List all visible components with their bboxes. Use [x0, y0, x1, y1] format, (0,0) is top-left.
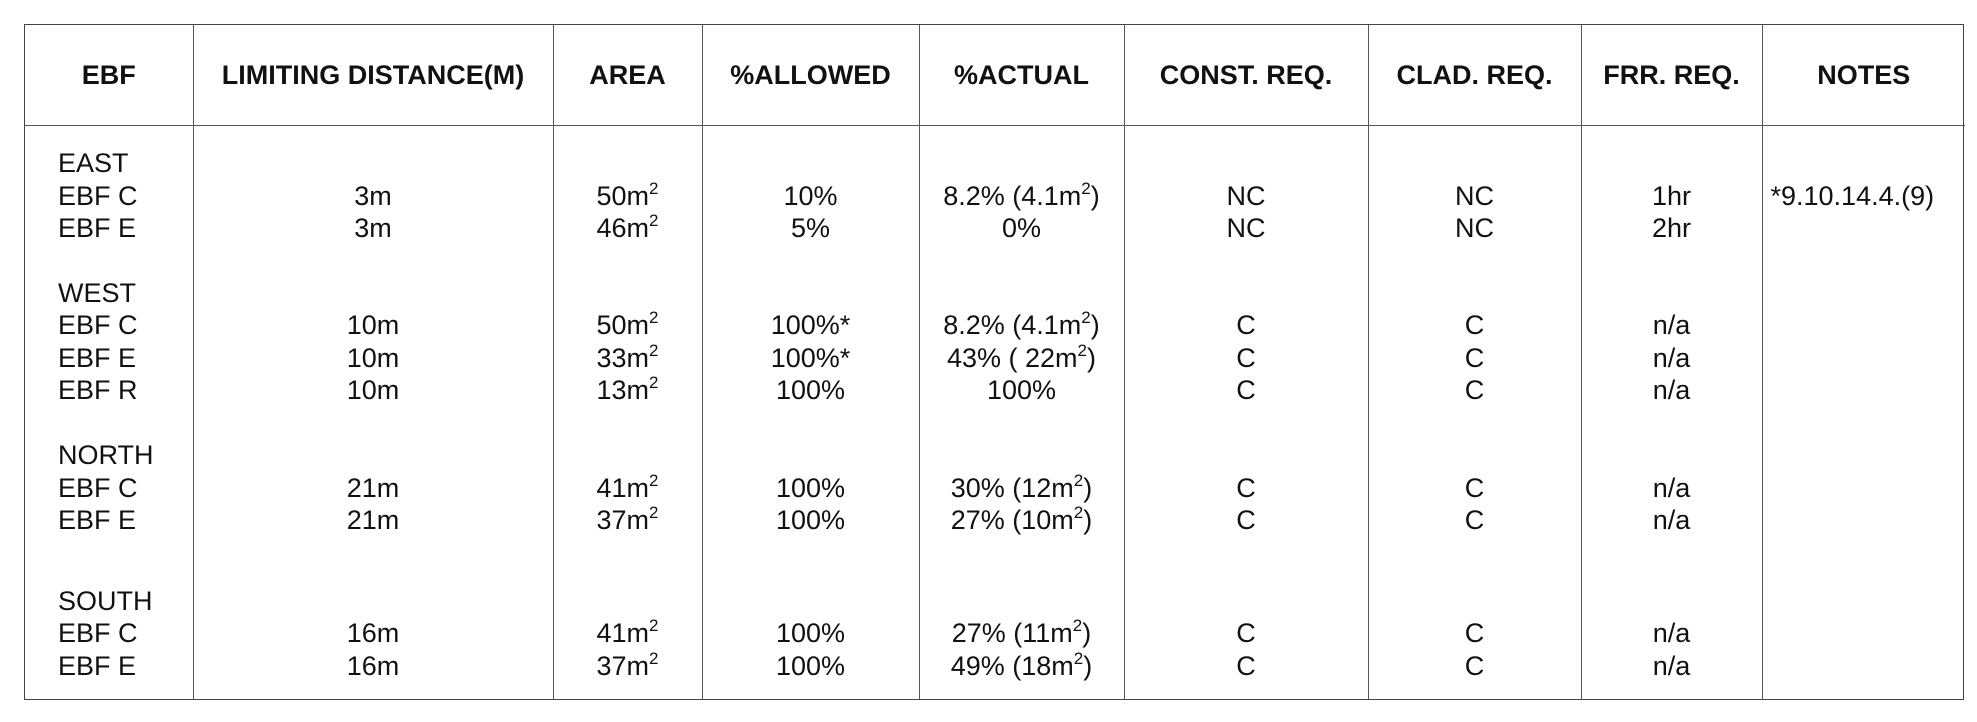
area-cell [554, 617, 702, 650]
frr-cell: n/a [1652, 505, 1691, 535]
area-value: 50m [596, 180, 650, 211]
actual-cell [920, 342, 1124, 375]
blank-line [554, 277, 702, 310]
actual-value: 27% (11m [951, 618, 1073, 648]
blank-line [1369, 439, 1581, 472]
header-limiting-distance: LIMITING DISTANCE(M) [193, 25, 553, 126]
group-gap [1763, 407, 1966, 440]
blank-line [1582, 585, 1762, 618]
group-gap [1582, 407, 1762, 440]
actual-close: ) [1083, 650, 1093, 681]
blank-line [920, 439, 1124, 472]
distance-cell: 3m [354, 213, 392, 243]
frr-cell: n/a [1652, 472, 1691, 503]
frr-cell: n/a [1652, 375, 1691, 405]
group-gap [194, 537, 553, 585]
blank-line [1763, 650, 1966, 683]
group-gap [703, 407, 919, 440]
actual-close: ) [1087, 342, 1097, 373]
allowed-cell: 100%* [770, 342, 851, 373]
group-gap [1125, 407, 1368, 440]
blank-line [194, 439, 553, 472]
const-cell: C [1236, 375, 1256, 405]
actual-cell [920, 617, 1124, 650]
superscript-two: 2 [649, 373, 659, 392]
group-gap [554, 537, 702, 585]
frr-column [1581, 126, 1762, 700]
const-cell: C [1236, 310, 1256, 340]
group-gap [703, 245, 919, 277]
ebf-cell: EBF C [58, 618, 138, 648]
group-gap [25, 537, 193, 585]
ebf-cell: EBF E [58, 213, 137, 243]
group-gap [920, 245, 1124, 277]
blank-line [703, 277, 919, 310]
blank-line [1763, 472, 1966, 505]
blank-line [703, 585, 919, 618]
superscript-two: 2 [649, 178, 659, 198]
actual-value: 43% ( 22m [946, 342, 1078, 373]
distance-cell: 10m [346, 342, 400, 373]
allowed-cell: 10% [783, 180, 838, 211]
group-gap [1125, 245, 1368, 277]
actual-cell [920, 472, 1124, 505]
actual-cell [920, 504, 1124, 537]
group-label: EAST [58, 148, 129, 178]
allowed-column [702, 126, 919, 700]
header-const-req: CONST. REQ. [1124, 25, 1368, 126]
area-value: 37m [596, 650, 650, 681]
actual-value: 0% [1001, 213, 1042, 243]
group-gap [194, 407, 553, 440]
blank-line [1763, 147, 1966, 180]
clad-cell: NC [1455, 180, 1494, 211]
clad-cell: NC [1455, 213, 1494, 243]
ebf-cell: EBF E [58, 505, 137, 535]
group-gap [1369, 245, 1581, 277]
group-gap [1763, 245, 1966, 277]
allowed-cell: 100%* [770, 310, 851, 340]
superscript-two: 2 [1073, 470, 1084, 490]
actual-value: 100% [986, 375, 1057, 405]
group-gap [554, 407, 702, 440]
const-cell: C [1236, 472, 1256, 503]
group-gap [703, 537, 919, 585]
blank-line [1763, 374, 1966, 407]
area-cell [554, 212, 702, 245]
area-cell [554, 472, 702, 505]
distance-cell: 3m [354, 180, 392, 211]
blank-line [1763, 617, 1966, 650]
const-cell: NC [1226, 180, 1266, 211]
allowed-cell: 100% [775, 618, 846, 648]
actual-cell [920, 309, 1124, 342]
frr-cell: n/a [1652, 342, 1691, 373]
distance-cell: 10m [346, 310, 400, 340]
clad-cell: C [1464, 650, 1485, 681]
blank-line [1125, 585, 1368, 618]
blank-line [920, 585, 1124, 618]
blank-line [1582, 439, 1762, 472]
group-gap [25, 407, 193, 440]
ebf-table [25, 25, 1965, 699]
area-column [553, 126, 702, 700]
ebf-column [25, 126, 193, 700]
superscript-two: 2 [649, 503, 659, 522]
area-cell [554, 504, 702, 537]
allowed-cell: 5% [790, 213, 831, 243]
const-cell: C [1236, 342, 1256, 373]
header-clad-req: CLAD. REQ. [1368, 25, 1581, 126]
group-label: SOUTH [58, 585, 153, 616]
group-gap [1582, 537, 1762, 585]
group-gap [1763, 537, 1966, 585]
ebf-cell: EBF E [58, 342, 137, 373]
body-row [25, 126, 1965, 700]
frr-cell: 2hr [1651, 213, 1692, 243]
frr-cell: n/a [1652, 650, 1691, 681]
blank-line [1763, 309, 1966, 342]
header-allowed: %ALLOWED [702, 25, 919, 126]
superscript-two: 2 [1072, 616, 1083, 635]
note-text: *9.10.14.4.(9) [1770, 180, 1935, 211]
const-cell: NC [1226, 213, 1266, 243]
blank-line [1582, 277, 1762, 310]
blank-line [1763, 439, 1966, 472]
group-gap [920, 407, 1124, 440]
actual-close: ) [1082, 618, 1092, 648]
distance-cell: 16m [346, 618, 400, 648]
group-gap [920, 537, 1124, 585]
group-gap [25, 245, 193, 277]
distance-column [193, 126, 553, 700]
superscript-two: 2 [649, 470, 659, 490]
group-gap [1369, 407, 1581, 440]
superscript-two: 2 [649, 308, 659, 327]
blank-line [1125, 277, 1368, 310]
frr-cell: 1hr [1651, 180, 1692, 211]
superscript-two: 2 [649, 211, 659, 230]
frr-cell: n/a [1652, 618, 1691, 648]
ebf-cell: EBF R [58, 375, 138, 405]
area-value: 41m [596, 472, 650, 503]
area-cell [554, 650, 702, 683]
actual-close: ) [1083, 505, 1093, 535]
header-notes: NOTES [1762, 25, 1965, 126]
clad-cell: C [1464, 505, 1485, 535]
actual-value: 8.2% (4.1m [943, 180, 1082, 211]
blank-line [703, 147, 919, 180]
actual-value: 27% (10m [950, 505, 1074, 535]
const-cell: C [1236, 618, 1256, 648]
const-column [1124, 126, 1368, 700]
area-value: 41m [596, 618, 650, 648]
actual-cell [920, 180, 1124, 213]
superscript-two: 2 [649, 648, 659, 668]
blank-line [1369, 277, 1581, 310]
const-cell: C [1236, 505, 1256, 535]
blank-line [554, 585, 702, 618]
superscript-two: 2 [1081, 178, 1091, 198]
clad-cell: C [1464, 618, 1485, 648]
area-value: 37m [596, 505, 650, 535]
group-gap [1125, 537, 1368, 585]
area-value: 33m [596, 342, 650, 373]
blank-line [1763, 585, 1966, 618]
superscript-two: 2 [1073, 648, 1084, 668]
area-cell [554, 180, 702, 213]
blank-line [1125, 439, 1368, 472]
superscript-two: 2 [649, 340, 659, 360]
superscript-two: 2 [1077, 340, 1088, 360]
blank-line [554, 439, 702, 472]
area-value: 46m [596, 213, 650, 243]
area-value: 13m [596, 375, 650, 405]
header-ebf: EBF [25, 25, 193, 126]
const-cell: C [1236, 650, 1256, 681]
blank-line [194, 277, 553, 310]
actual-value: 49% (18m [950, 650, 1074, 681]
distance-cell: 21m [346, 472, 400, 503]
blank-line [194, 147, 553, 180]
blank-line [1763, 504, 1966, 537]
ebf-cell: EBF C [58, 310, 138, 340]
blank-line [1763, 342, 1966, 375]
group-gap [194, 245, 553, 277]
notes-column [1762, 126, 1965, 700]
blank-line [920, 277, 1124, 310]
superscript-two: 2 [1073, 503, 1084, 522]
group-gap [554, 245, 702, 277]
blank-line [920, 147, 1124, 180]
group-label: WEST [58, 277, 136, 308]
actual-close: ) [1090, 310, 1100, 340]
group-label: NORTH [58, 440, 154, 470]
header-actual: %ACTUAL [919, 25, 1124, 126]
area-cell [554, 342, 702, 375]
ebf-cell: EBF C [58, 180, 138, 211]
allowed-cell: 100% [775, 650, 846, 681]
header-frr-req: FRR. REQ. [1581, 25, 1762, 126]
blank-line [703, 439, 919, 472]
actual-close: ) [1083, 472, 1093, 503]
ebf-cell: EBF C [58, 472, 138, 503]
actual-cell [920, 374, 1124, 407]
blank-line [1369, 147, 1581, 180]
header-row [25, 25, 1965, 126]
actual-value: 30% (12m [950, 472, 1074, 503]
frr-cell: n/a [1652, 310, 1691, 340]
allowed-cell: 100% [775, 472, 846, 503]
blank-line [554, 147, 702, 180]
group-gap [1582, 245, 1762, 277]
clad-cell: C [1464, 472, 1485, 503]
ebf-table-frame [24, 24, 1964, 700]
clad-cell: C [1464, 310, 1485, 340]
blank-line [1763, 212, 1966, 245]
actual-cell [920, 212, 1124, 245]
area-cell [554, 374, 702, 407]
group-gap [1369, 537, 1581, 585]
ebf-cell: EBF E [58, 650, 137, 681]
blank-line [1369, 585, 1581, 618]
area-cell [554, 309, 702, 342]
actual-value: 8.2% (4.1m [943, 310, 1082, 340]
superscript-two: 2 [1081, 308, 1091, 327]
header-area: AREA [553, 25, 702, 126]
allowed-cell: 100% [775, 375, 846, 405]
distance-cell: 10m [346, 375, 400, 405]
blank-line [194, 585, 553, 618]
allowed-cell: 100% [775, 505, 846, 535]
actual-column [919, 126, 1124, 700]
area-value: 50m [596, 310, 650, 340]
blank-line [1763, 277, 1966, 310]
clad-cell: C [1464, 342, 1485, 373]
distance-cell: 21m [346, 505, 400, 535]
clad-cell: C [1464, 375, 1485, 405]
blank-line [1125, 147, 1368, 180]
actual-cell [920, 650, 1124, 683]
distance-cell: 16m [346, 650, 400, 681]
actual-close: ) [1090, 180, 1100, 211]
superscript-two: 2 [649, 616, 659, 635]
clad-column [1368, 126, 1581, 700]
blank-line [1582, 147, 1762, 180]
